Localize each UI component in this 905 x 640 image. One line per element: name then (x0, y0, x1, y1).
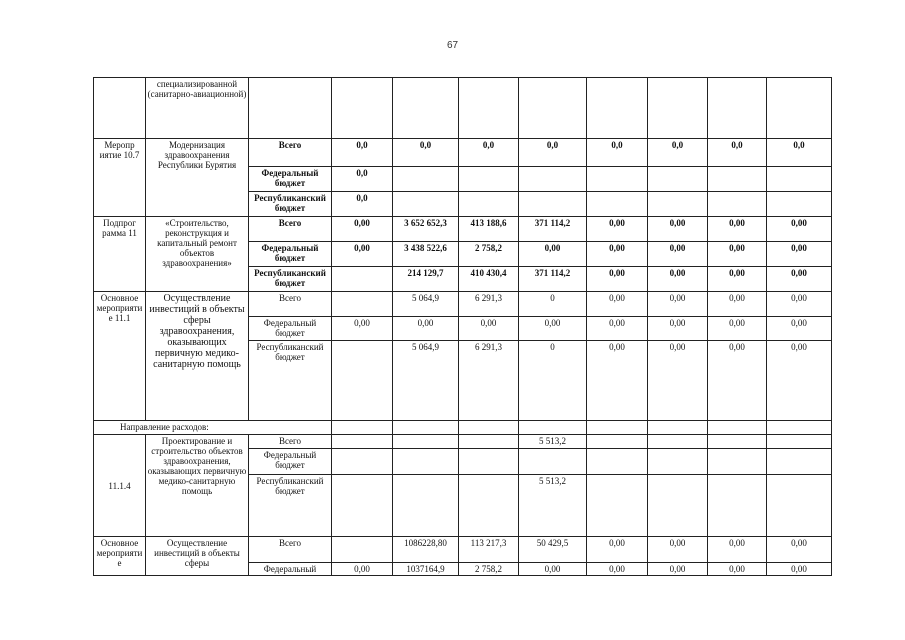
value-cell: 0,00 (648, 267, 708, 292)
row-name: Осуществление инвестиций в объекты сферы здравоохранения, оказывающих первичную медико-санитарную помощь (146, 292, 249, 421)
value-cell: 0,00 (519, 563, 587, 576)
row-code: Основное мероприятие 11.1 (94, 292, 146, 421)
value-cell (648, 192, 708, 217)
empty-cell (332, 421, 393, 435)
value-cell: 371 114,2 (519, 267, 587, 292)
value-cell (459, 167, 519, 192)
value-cell: 0,00 (708, 317, 767, 341)
empty-cell (708, 421, 767, 435)
value-cell: 0,0 (332, 192, 393, 217)
value-cell (393, 167, 459, 192)
funding-source: Республиканский бюджет (249, 267, 332, 292)
value-cell: 3 438 522,6 (393, 242, 459, 267)
value-cell (587, 78, 648, 139)
value-cell (332, 537, 393, 563)
value-cell (708, 78, 767, 139)
funding-source: Всего (249, 537, 332, 563)
value-cell (519, 78, 587, 139)
row-code: Меропр иятие 10.7 (94, 139, 146, 217)
value-cell (648, 435, 708, 449)
value-cell (767, 192, 832, 217)
value-cell: 0,0 (519, 139, 587, 167)
funding-source: Федеральный бюджет (249, 317, 332, 341)
value-cell: 0,00 (708, 242, 767, 267)
funding-source: Республиканский бюджет (249, 341, 332, 421)
value-cell: 410 430,4 (459, 267, 519, 292)
value-cell (393, 475, 459, 537)
direction-label: Направление расходов: (94, 421, 332, 435)
budget-table (93, 77, 832, 576)
value-cell: 3 652 652,3 (393, 217, 459, 242)
value-cell: 0,00 (767, 341, 832, 421)
value-cell: 0,00 (648, 341, 708, 421)
funding-source: Федеральный бюджет (249, 242, 332, 267)
value-cell (767, 78, 832, 139)
value-cell: 0,00 (767, 217, 832, 242)
value-cell (767, 167, 832, 192)
value-cell: 0,00 (708, 537, 767, 563)
value-cell (459, 435, 519, 449)
value-cell (587, 449, 648, 475)
value-cell: 0,00 (587, 217, 648, 242)
table-row (94, 78, 832, 139)
value-cell: 0,0 (648, 139, 708, 167)
value-cell: 0,0 (393, 139, 459, 167)
value-cell (519, 192, 587, 217)
value-cell: 0,00 (587, 242, 648, 267)
value-cell: 0,00 (648, 317, 708, 341)
value-cell (332, 475, 393, 537)
value-cell: 0,00 (708, 341, 767, 421)
value-cell (767, 435, 832, 449)
value-cell: 5 064,9 (393, 292, 459, 317)
value-cell: 0,0 (459, 139, 519, 167)
value-cell: 1086228,80 (393, 537, 459, 563)
value-cell (332, 449, 393, 475)
value-cell: 0,00 (587, 341, 648, 421)
value-cell (708, 475, 767, 537)
value-cell (332, 435, 393, 449)
row-code: 11.1.4 (94, 435, 146, 537)
row-name: Осуществление инвестиций в объекты сферы (146, 537, 249, 576)
value-cell (587, 192, 648, 217)
value-cell (459, 475, 519, 537)
value-cell: 413 188,6 (459, 217, 519, 242)
value-cell (648, 449, 708, 475)
value-cell: 0,00 (393, 317, 459, 341)
row-name: Проектирование и строительство объектов здравоохранения, оказывающих первичную медико-санитарную помощь (146, 435, 249, 537)
value-cell (708, 449, 767, 475)
value-cell (767, 475, 832, 537)
value-cell: 0,00 (332, 563, 393, 576)
value-cell (648, 167, 708, 192)
row-name: «Строительство, реконструкция и капитальный ремонт объектов здравоохранения» (146, 217, 249, 292)
value-cell (587, 167, 648, 192)
value-cell (332, 267, 393, 292)
row-name: специализированной (санитарно-авиационной) (146, 78, 249, 139)
value-cell: 0,00 (767, 537, 832, 563)
value-cell: 0,0 (708, 139, 767, 167)
funding-source: Федеральный бюджет (249, 167, 332, 192)
value-cell: 0,00 (519, 242, 587, 267)
empty-cell (519, 421, 587, 435)
empty-cell (393, 421, 459, 435)
empty-cell (767, 421, 832, 435)
value-cell: 0,0 (587, 139, 648, 167)
value-cell (393, 449, 459, 475)
value-cell: 0 (519, 341, 587, 421)
value-cell: 0,00 (767, 563, 832, 576)
value-cell (519, 167, 587, 192)
value-cell: 214 129,7 (393, 267, 459, 292)
table-row (94, 537, 832, 563)
value-cell: 5 513,2 (519, 475, 587, 537)
funding-source: Всего (249, 435, 332, 449)
funding-source: Республиканский бюджет (249, 192, 332, 217)
empty-cell (648, 421, 708, 435)
row-name: Модернизация здравоохранения Республики Бурятия (146, 139, 249, 217)
value-cell: 0,00 (648, 292, 708, 317)
table-row (94, 292, 832, 317)
value-cell: 0,00 (587, 317, 648, 341)
funding-source: Всего (249, 139, 332, 167)
value-cell (519, 449, 587, 475)
table-row (94, 217, 832, 242)
value-cell (393, 435, 459, 449)
value-cell: 0,00 (767, 292, 832, 317)
value-cell: 6 291,3 (459, 292, 519, 317)
table-row (94, 139, 832, 167)
value-cell: 0,00 (708, 563, 767, 576)
value-cell: 0,00 (648, 537, 708, 563)
value-cell (708, 167, 767, 192)
value-cell: 0,0 (767, 139, 832, 167)
value-cell (332, 78, 393, 139)
value-cell: 5 513,2 (519, 435, 587, 449)
value-cell (767, 449, 832, 475)
value-cell: 0,00 (767, 317, 832, 341)
value-cell: 0,00 (459, 317, 519, 341)
value-cell: 0,00 (587, 563, 648, 576)
row-code: Подпрог рамма 11 (94, 217, 146, 292)
value-cell (459, 449, 519, 475)
value-cell (587, 475, 648, 537)
value-cell: 2 758,2 (459, 242, 519, 267)
value-cell: 0,00 (587, 537, 648, 563)
value-cell: 50 429,5 (519, 537, 587, 563)
value-cell: 0,00 (708, 217, 767, 242)
value-cell (393, 78, 459, 139)
value-cell: 0,00 (587, 292, 648, 317)
table-row (94, 435, 832, 449)
page-number: 67 (446, 40, 459, 51)
value-cell: 6 291,3 (459, 341, 519, 421)
value-cell (648, 475, 708, 537)
value-cell: 0 (519, 292, 587, 317)
value-cell: 371 114,2 (519, 217, 587, 242)
empty-cell (459, 421, 519, 435)
value-cell: 0,00 (332, 317, 393, 341)
value-cell: 0,00 (708, 267, 767, 292)
value-cell (587, 435, 648, 449)
funding-source (249, 78, 332, 139)
value-cell: 0,00 (708, 292, 767, 317)
row-code (94, 78, 146, 139)
table-row (94, 421, 832, 435)
value-cell: 0,00 (519, 317, 587, 341)
funding-source: Всего (249, 292, 332, 317)
value-cell: 0,0 (332, 139, 393, 167)
row-code: Основное мероприятие (94, 537, 146, 576)
value-cell: 2 758,2 (459, 563, 519, 576)
funding-source: Республиканский бюджет (249, 475, 332, 537)
value-cell: 0,00 (767, 267, 832, 292)
funding-source: Федеральный бюджет (249, 449, 332, 475)
value-cell: 1037164,9 (393, 563, 459, 576)
value-cell: 5 064,9 (393, 341, 459, 421)
value-cell (459, 78, 519, 139)
empty-cell (587, 421, 648, 435)
value-cell (332, 292, 393, 317)
value-cell (648, 78, 708, 139)
value-cell (708, 192, 767, 217)
funding-source: Всего (249, 217, 332, 242)
value-cell: 0,00 (767, 242, 832, 267)
value-cell (459, 192, 519, 217)
value-cell (393, 192, 459, 217)
value-cell: 0,00 (648, 563, 708, 576)
value-cell: 0,00 (332, 217, 393, 242)
value-cell (332, 341, 393, 421)
funding-source: Федеральный (249, 563, 332, 576)
value-cell: 0,0 (332, 167, 393, 192)
value-cell: 0,00 (587, 267, 648, 292)
value-cell: 113 217,3 (459, 537, 519, 563)
value-cell: 0,00 (648, 242, 708, 267)
value-cell (708, 435, 767, 449)
value-cell: 0,00 (648, 217, 708, 242)
value-cell: 0,00 (332, 242, 393, 267)
